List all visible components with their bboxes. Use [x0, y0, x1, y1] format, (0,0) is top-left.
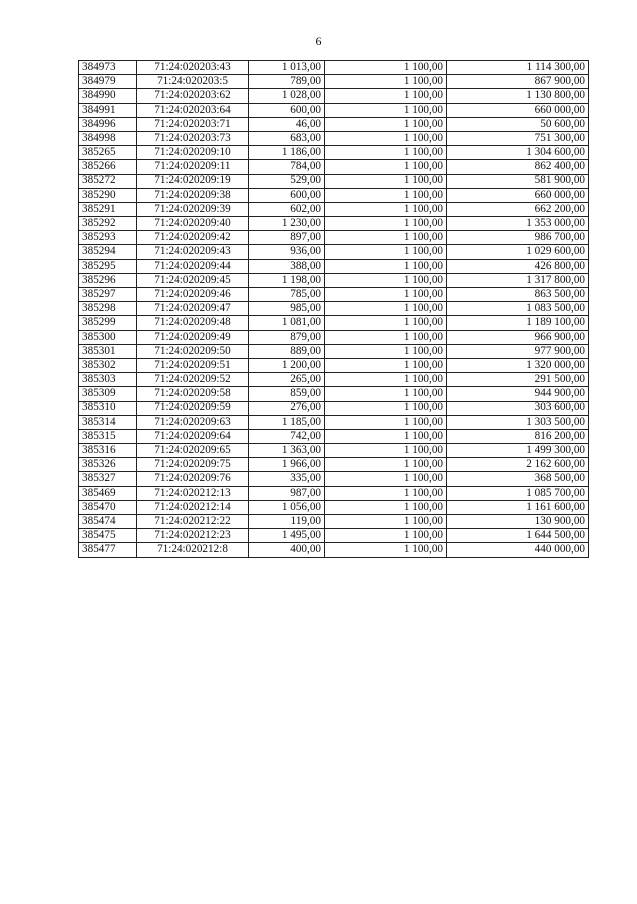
price-cell: 1 100,00 — [325, 415, 447, 429]
record-id-cell: 385315 — [79, 429, 137, 443]
record-id-cell: 384996 — [79, 117, 137, 131]
cadastral-number-cell: 71:24:020209:47 — [137, 302, 249, 316]
record-id-cell: 384990 — [79, 89, 137, 103]
record-id-cell: 385326 — [79, 458, 137, 472]
cadastral-number-cell: 71:24:020212:23 — [137, 529, 249, 543]
total-cell: 1 029 600,00 — [447, 245, 589, 259]
record-id-cell: 385301 — [79, 344, 137, 358]
area-cell: 859,00 — [249, 387, 325, 401]
cadastral-number-cell: 71:24:020209:52 — [137, 373, 249, 387]
page-number: 6 — [315, 34, 322, 48]
total-cell: 1 320 000,00 — [447, 358, 589, 372]
table-row — [79, 160, 589, 174]
cadastral-number-cell: 71:24:020209:75 — [137, 458, 249, 472]
price-cell: 1 100,00 — [325, 202, 447, 216]
table-row — [79, 202, 589, 216]
total-cell: 862 400,00 — [447, 160, 589, 174]
table-row — [79, 174, 589, 188]
cadastral-number-cell: 71:24:020209:46 — [137, 288, 249, 302]
cadastral-number-cell: 71:24:020209:10 — [137, 146, 249, 160]
cadastral-number-cell: 71:24:020209:58 — [137, 387, 249, 401]
table-row — [79, 444, 589, 458]
price-cell: 1 100,00 — [325, 146, 447, 160]
price-cell: 1 100,00 — [325, 259, 447, 273]
price-cell: 1 100,00 — [325, 174, 447, 188]
cadastral-number-cell: 71:24:020209:64 — [137, 429, 249, 443]
total-cell: 863 500,00 — [447, 288, 589, 302]
area-cell: 1 028,00 — [249, 89, 325, 103]
total-cell: 50 600,00 — [447, 117, 589, 131]
cadastral-number-cell: 71:24:020209:11 — [137, 160, 249, 174]
area-cell: 46,00 — [249, 117, 325, 131]
total-cell: 368 500,00 — [447, 472, 589, 486]
area-cell: 335,00 — [249, 472, 325, 486]
record-id-cell: 385327 — [79, 472, 137, 486]
price-cell: 1 100,00 — [325, 75, 447, 89]
price-cell: 1 100,00 — [325, 302, 447, 316]
price-cell: 1 100,00 — [325, 61, 447, 75]
cadastral-number-cell: 71:24:020203:5 — [137, 75, 249, 89]
total-cell: 2 162 600,00 — [447, 458, 589, 472]
total-cell: 1 189 100,00 — [447, 316, 589, 330]
area-cell: 742,00 — [249, 429, 325, 443]
area-cell: 879,00 — [249, 330, 325, 344]
record-id-cell: 385474 — [79, 515, 137, 529]
cadastral-number-cell: 71:24:020203:73 — [137, 131, 249, 145]
price-cell: 1 100,00 — [325, 358, 447, 372]
record-id-cell: 385294 — [79, 245, 137, 259]
record-id-cell: 385470 — [79, 500, 137, 514]
total-cell: 1 644 500,00 — [447, 529, 589, 543]
record-id-cell: 385296 — [79, 273, 137, 287]
total-cell: 944 900,00 — [447, 387, 589, 401]
record-id-cell: 385290 — [79, 188, 137, 202]
cadastral-number-cell: 71:24:020209:42 — [137, 231, 249, 245]
cadastral-number-cell: 71:24:020209:65 — [137, 444, 249, 458]
area-cell: 1 198,00 — [249, 273, 325, 287]
record-id-cell: 385293 — [79, 231, 137, 245]
area-cell: 1 200,00 — [249, 358, 325, 372]
cadastral-number-cell: 71:24:020212:22 — [137, 515, 249, 529]
record-id-cell: 385314 — [79, 415, 137, 429]
area-cell: 897,00 — [249, 231, 325, 245]
area-cell: 400,00 — [249, 543, 325, 557]
area-cell: 265,00 — [249, 373, 325, 387]
area-cell: 784,00 — [249, 160, 325, 174]
total-cell: 1 085 700,00 — [447, 486, 589, 500]
area-cell: 1 186,00 — [249, 146, 325, 160]
cadastral-number-cell: 71:24:020203:71 — [137, 117, 249, 131]
cadastral-number-cell: 71:24:020209:38 — [137, 188, 249, 202]
cadastral-number-cell: 71:24:020203:62 — [137, 89, 249, 103]
record-id-cell: 384973 — [79, 61, 137, 75]
total-cell: 1 114 300,00 — [447, 61, 589, 75]
price-cell: 1 100,00 — [325, 231, 447, 245]
total-cell: 662 200,00 — [447, 202, 589, 216]
total-cell: 440 000,00 — [447, 543, 589, 557]
area-cell: 388,00 — [249, 259, 325, 273]
table-row — [79, 316, 589, 330]
price-cell: 1 100,00 — [325, 529, 447, 543]
table-row — [79, 231, 589, 245]
cadastral-number-cell: 71:24:020209:49 — [137, 330, 249, 344]
table-row — [79, 259, 589, 273]
table-row — [79, 245, 589, 259]
total-cell: 1 161 600,00 — [447, 500, 589, 514]
price-cell: 1 100,00 — [325, 89, 447, 103]
record-id-cell: 384998 — [79, 131, 137, 145]
record-id-cell: 385292 — [79, 217, 137, 231]
area-cell: 889,00 — [249, 344, 325, 358]
table-row — [79, 75, 589, 89]
total-cell: 986 700,00 — [447, 231, 589, 245]
area-cell: 683,00 — [249, 131, 325, 145]
price-cell: 1 100,00 — [325, 458, 447, 472]
area-cell: 1 966,00 — [249, 458, 325, 472]
cadastral-number-cell: 71:24:020209:40 — [137, 217, 249, 231]
record-id-cell: 385300 — [79, 330, 137, 344]
price-cell: 1 100,00 — [325, 117, 447, 131]
price-cell: 1 100,00 — [325, 500, 447, 514]
price-cell: 1 100,00 — [325, 245, 447, 259]
area-cell: 529,00 — [249, 174, 325, 188]
area-cell: 1 363,00 — [249, 444, 325, 458]
total-cell: 751 300,00 — [447, 131, 589, 145]
table-row — [79, 302, 589, 316]
record-id-cell: 385291 — [79, 202, 137, 216]
price-cell: 1 100,00 — [325, 188, 447, 202]
record-id-cell: 385265 — [79, 146, 137, 160]
cadastral-number-cell: 71:24:020203:64 — [137, 103, 249, 117]
record-id-cell: 385303 — [79, 373, 137, 387]
cadastral-number-cell: 71:24:020209:44 — [137, 259, 249, 273]
record-id-cell: 385477 — [79, 543, 137, 557]
cadastral-number-cell: 71:24:020209:59 — [137, 401, 249, 415]
table-body — [79, 61, 589, 558]
total-cell: 130 900,00 — [447, 515, 589, 529]
table-row — [79, 131, 589, 145]
total-cell: 660 000,00 — [447, 103, 589, 117]
table-row — [79, 415, 589, 429]
table-row — [79, 344, 589, 358]
total-cell: 1 303 500,00 — [447, 415, 589, 429]
table-row — [79, 401, 589, 415]
price-cell: 1 100,00 — [325, 373, 447, 387]
record-id-cell: 384991 — [79, 103, 137, 117]
area-cell: 1 081,00 — [249, 316, 325, 330]
price-cell: 1 100,00 — [325, 160, 447, 174]
area-cell: 1 056,00 — [249, 500, 325, 514]
total-cell: 867 900,00 — [447, 75, 589, 89]
total-cell: 660 000,00 — [447, 188, 589, 202]
area-cell: 936,00 — [249, 245, 325, 259]
price-cell: 1 100,00 — [325, 217, 447, 231]
total-cell: 816 200,00 — [447, 429, 589, 443]
record-id-cell: 384979 — [79, 75, 137, 89]
table-row — [79, 146, 589, 160]
table-row — [79, 103, 589, 117]
cadastral-number-cell: 71:24:020209:48 — [137, 316, 249, 330]
cadastral-number-cell: 71:24:020212:14 — [137, 500, 249, 514]
table-row — [79, 89, 589, 103]
total-cell: 1 083 500,00 — [447, 302, 589, 316]
land-plots-table — [78, 60, 589, 558]
total-cell: 581 900,00 — [447, 174, 589, 188]
cadastral-number-cell: 71:24:020212:13 — [137, 486, 249, 500]
area-cell: 1 495,00 — [249, 529, 325, 543]
price-cell: 1 100,00 — [325, 543, 447, 557]
record-id-cell: 385302 — [79, 358, 137, 372]
price-cell: 1 100,00 — [325, 330, 447, 344]
price-cell: 1 100,00 — [325, 486, 447, 500]
record-id-cell: 385299 — [79, 316, 137, 330]
price-cell: 1 100,00 — [325, 273, 447, 287]
cadastral-number-cell: 71:24:020209:45 — [137, 273, 249, 287]
price-cell: 1 100,00 — [325, 401, 447, 415]
table-row — [79, 515, 589, 529]
area-cell: 276,00 — [249, 401, 325, 415]
cadastral-number-cell: 71:24:020209:51 — [137, 358, 249, 372]
record-id-cell: 385298 — [79, 302, 137, 316]
record-id-cell: 385310 — [79, 401, 137, 415]
cadastral-number-cell: 71:24:020209:19 — [137, 174, 249, 188]
area-cell: 1 013,00 — [249, 61, 325, 75]
price-cell: 1 100,00 — [325, 429, 447, 443]
area-cell: 1 185,00 — [249, 415, 325, 429]
cadastral-number-cell: 71:24:020209:76 — [137, 472, 249, 486]
total-cell: 426 800,00 — [447, 259, 589, 273]
table-row — [79, 288, 589, 302]
price-cell: 1 100,00 — [325, 515, 447, 529]
area-cell: 119,00 — [249, 515, 325, 529]
total-cell: 966 900,00 — [447, 330, 589, 344]
price-cell: 1 100,00 — [325, 316, 447, 330]
table-row — [79, 543, 589, 557]
record-id-cell: 385272 — [79, 174, 137, 188]
total-cell: 1 353 000,00 — [447, 217, 589, 231]
record-id-cell: 385469 — [79, 486, 137, 500]
price-cell: 1 100,00 — [325, 103, 447, 117]
total-cell: 977 900,00 — [447, 344, 589, 358]
table-row — [79, 472, 589, 486]
table-row — [79, 486, 589, 500]
table-row — [79, 529, 589, 543]
area-cell: 785,00 — [249, 288, 325, 302]
table-row — [79, 458, 589, 472]
cadastral-number-cell: 71:24:020212:8 — [137, 543, 249, 557]
price-cell: 1 100,00 — [325, 387, 447, 401]
cadastral-number-cell: 71:24:020209:39 — [137, 202, 249, 216]
price-cell: 1 100,00 — [325, 344, 447, 358]
table-row — [79, 373, 589, 387]
cadastral-number-cell: 71:24:020209:43 — [137, 245, 249, 259]
cadastral-number-cell: 71:24:020209:50 — [137, 344, 249, 358]
total-cell: 291 500,00 — [447, 373, 589, 387]
record-id-cell: 385266 — [79, 160, 137, 174]
price-cell: 1 100,00 — [325, 131, 447, 145]
total-cell: 1 304 600,00 — [447, 146, 589, 160]
table-row — [79, 61, 589, 75]
record-id-cell: 385475 — [79, 529, 137, 543]
table-row — [79, 117, 589, 131]
total-cell: 1 317 800,00 — [447, 273, 589, 287]
area-cell: 1 230,00 — [249, 217, 325, 231]
table-row — [79, 217, 589, 231]
total-cell: 1 499 300,00 — [447, 444, 589, 458]
cadastral-number-cell: 71:24:020203:43 — [137, 61, 249, 75]
table-row — [79, 188, 589, 202]
table-row — [79, 358, 589, 372]
table-row — [79, 429, 589, 443]
table-row — [79, 387, 589, 401]
price-cell: 1 100,00 — [325, 472, 447, 486]
price-cell: 1 100,00 — [325, 444, 447, 458]
total-cell: 1 130 800,00 — [447, 89, 589, 103]
area-cell: 600,00 — [249, 188, 325, 202]
record-id-cell: 385295 — [79, 259, 137, 273]
area-cell: 602,00 — [249, 202, 325, 216]
table-row — [79, 330, 589, 344]
area-cell: 987,00 — [249, 486, 325, 500]
record-id-cell: 385297 — [79, 288, 137, 302]
cadastral-number-cell: 71:24:020209:63 — [137, 415, 249, 429]
total-cell: 303 600,00 — [447, 401, 589, 415]
table-row — [79, 273, 589, 287]
area-cell: 600,00 — [249, 103, 325, 117]
record-id-cell: 385309 — [79, 387, 137, 401]
area-cell: 789,00 — [249, 75, 325, 89]
price-cell: 1 100,00 — [325, 288, 447, 302]
record-id-cell: 385316 — [79, 444, 137, 458]
area-cell: 985,00 — [249, 302, 325, 316]
table-row — [79, 500, 589, 514]
